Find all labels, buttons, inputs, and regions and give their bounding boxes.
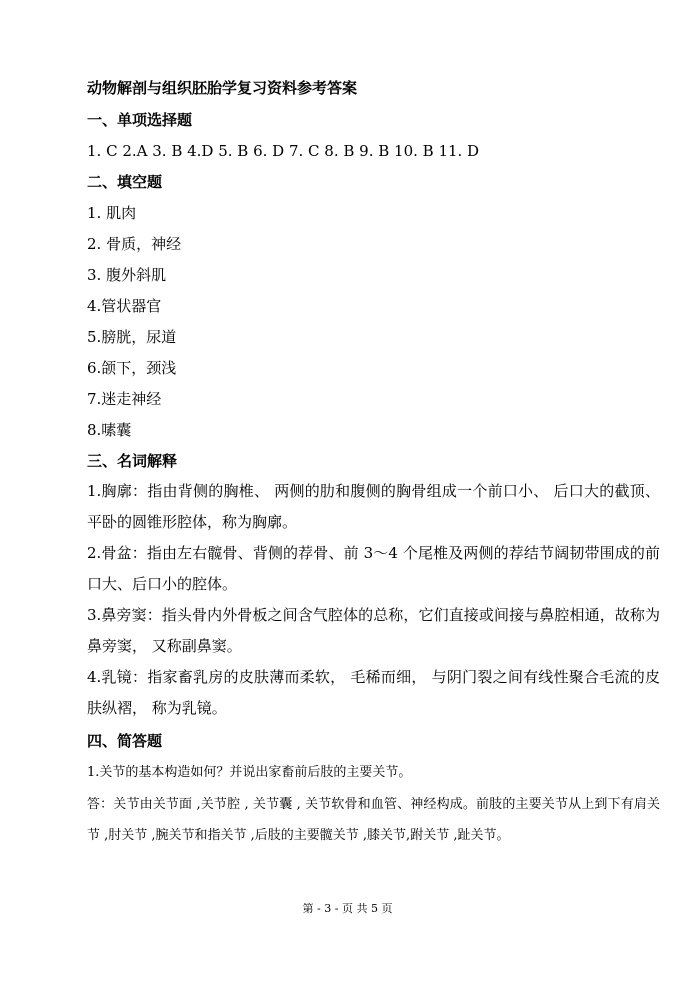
fill-item: 1. 肌肉 (87, 204, 137, 222)
section-heading-terms: 三、名词解释 (87, 452, 178, 470)
choice-answers: 1. C 2.A 3. B 4.D 5. B 6. D 7. C 8. B 9. B 10. B 11. D (87, 142, 480, 160)
short-answer-question: 1.关节的基本构造如何？并说出家畜前后肢的主要关节。 (87, 765, 412, 780)
term-definition: 4.乳镜：指家畜乳房的皮肤薄而柔软， 毛稀而细， 与阴门裂之间有线性聚合毛流的皮肤纵褶， 称为乳镜。 (87, 668, 660, 717)
fill-item: 6.颌下，颈浅 (87, 359, 177, 377)
fill-item: 7.迷走神经 (87, 390, 162, 408)
fill-item: 2. 骨质，神经 (87, 235, 182, 253)
fill-item: 8.嗉囊 (87, 421, 132, 439)
section-heading-choice: 一、单项选择题 (87, 111, 193, 129)
fill-item: 3. 腹外斜肌 (87, 266, 167, 284)
term-definition: 3.鼻旁窦：指头骨内外骨板之间含气腔体的总称，它们直接或间接与鼻腔相通，故称为鼻旁窦， 又称副鼻窦。 (87, 606, 660, 655)
page-footer: 第 - 3 - 页 共 5 页 (302, 902, 393, 915)
term-definition: 1.胸廓：指由背侧的胸椎、 两侧的肋和腹侧的胸骨组成一个前口小、 后口大的截顶、 平卧的圆锥形腔体，称为胸廓。 (87, 482, 660, 531)
short-answer-answer: 答：关节由关节面 ,关节腔 , 关节囊 , 关节软骨和血管、神经构成。前肢的主要关节从上到下有肩关节 ,肘关节 ,腕关节和指关节 ,后肢的主要髋关节 ,膝关节,跗关节 ,趾关节。 (87, 797, 660, 843)
document-title: 动物解剖与组织胚胎学复习资料参考答案 (87, 79, 358, 97)
section-heading-fill: 二、填空题 (87, 173, 163, 191)
section-heading-short-answer: 四、简答题 (87, 732, 163, 750)
fill-item: 4.管状器官 (87, 297, 162, 315)
term-definition: 2.骨盆：指由左右髋骨、背侧的荐骨、前 3～4 个尾椎及两侧的荐结节阔韧带围成的前口大、后口小的腔体。 (87, 544, 660, 593)
fill-item: 5.膀胱，尿道 (87, 328, 177, 346)
